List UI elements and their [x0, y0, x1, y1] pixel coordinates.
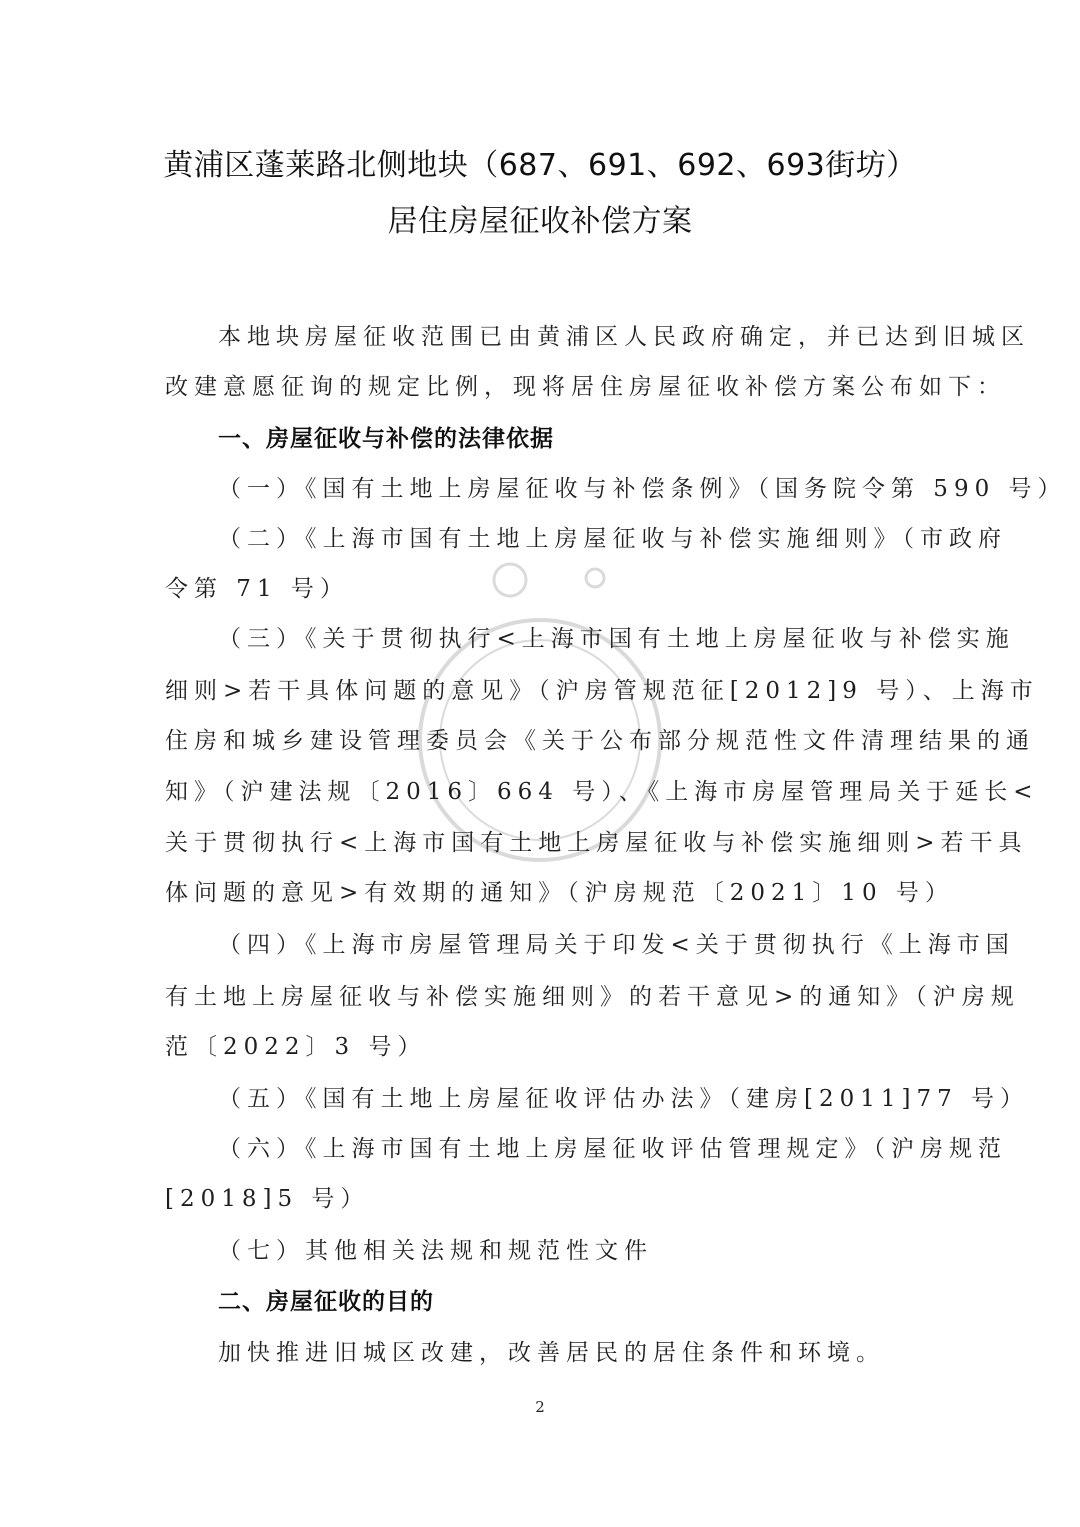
legal-basis-line: （四）《上海市房屋管理局关于印发<关于贯彻执行《上海市国 — [218, 932, 1015, 958]
legal-basis-line: 体问题的意见>有效期的通知》（沪房规范〔2021〕10 号） — [165, 880, 954, 906]
page-number: 2 — [535, 1398, 545, 1416]
legal-basis-line: 令第 71 号） — [165, 576, 349, 602]
legal-basis-line: 关于贯彻执行<上海市国有土地上房屋征收与补偿实施细则>若干具 — [165, 830, 1028, 856]
legal-basis-line: （三）《关于贯彻执行<上海市国有土地上房屋征收与补偿实施 — [218, 626, 1015, 652]
section-heading-legal-basis: 一、房屋征收与补偿的法律依据 — [218, 426, 554, 452]
purpose-text: 加快推进旧城区改建，改善居民的居住条件和环境。 — [218, 1340, 885, 1366]
legal-basis-line: 住房和城乡建设管理委员会《关于公布部分规范性文件清理结果的通 — [165, 728, 1035, 754]
intro-line: 改建意愿征询的规定比例，现将居住房屋征收补偿方案公布如下： — [165, 374, 1006, 400]
legal-basis-line: 有土地上房屋征收与补偿实施细则》的若干意见>的通知》（沪房规 — [165, 984, 1020, 1010]
legal-basis-line: （一）《国有土地上房屋征收与补偿条例》（国务院令第 590 号） — [218, 476, 1067, 502]
legal-basis-line: 细则>若干具体问题的意见》（沪房管规范征[2012]9 号）、上海市 — [165, 678, 1039, 704]
legal-basis-line: 范〔2022〕3 号） — [165, 1034, 427, 1060]
legal-basis-line: （五）《国有土地上房屋征收评估办法》（建房[2011]77 号） — [218, 1086, 1030, 1112]
intro-line: 本地块房屋征收范围已由黄浦区人民政府确定，并已达到旧城区 — [218, 324, 1030, 350]
document-title-line-1: 黄浦区蓬莱路北侧地块（687、691、692、693街坊） — [163, 148, 917, 183]
section-heading-purpose: 二、房屋征收的目的 — [218, 1289, 434, 1315]
legal-basis-line: （六）《上海市国有土地上房屋征收评估管理规定》（沪房规范 — [218, 1136, 1007, 1162]
legal-basis-line: （二）《上海市国有土地上房屋征收与补偿实施细则》（市政府 — [218, 526, 1007, 552]
legal-basis-line: 知》（沪建法规〔2016〕664 号）、《上海市房屋管理局关于延长< — [165, 779, 1039, 805]
document-title-line-2: 居住房屋征收补偿方案 — [387, 204, 693, 239]
legal-basis-line: [2018]5 号） — [165, 1186, 370, 1212]
legal-basis-line: （七）其他相关法规和规范性文件 — [218, 1238, 653, 1264]
